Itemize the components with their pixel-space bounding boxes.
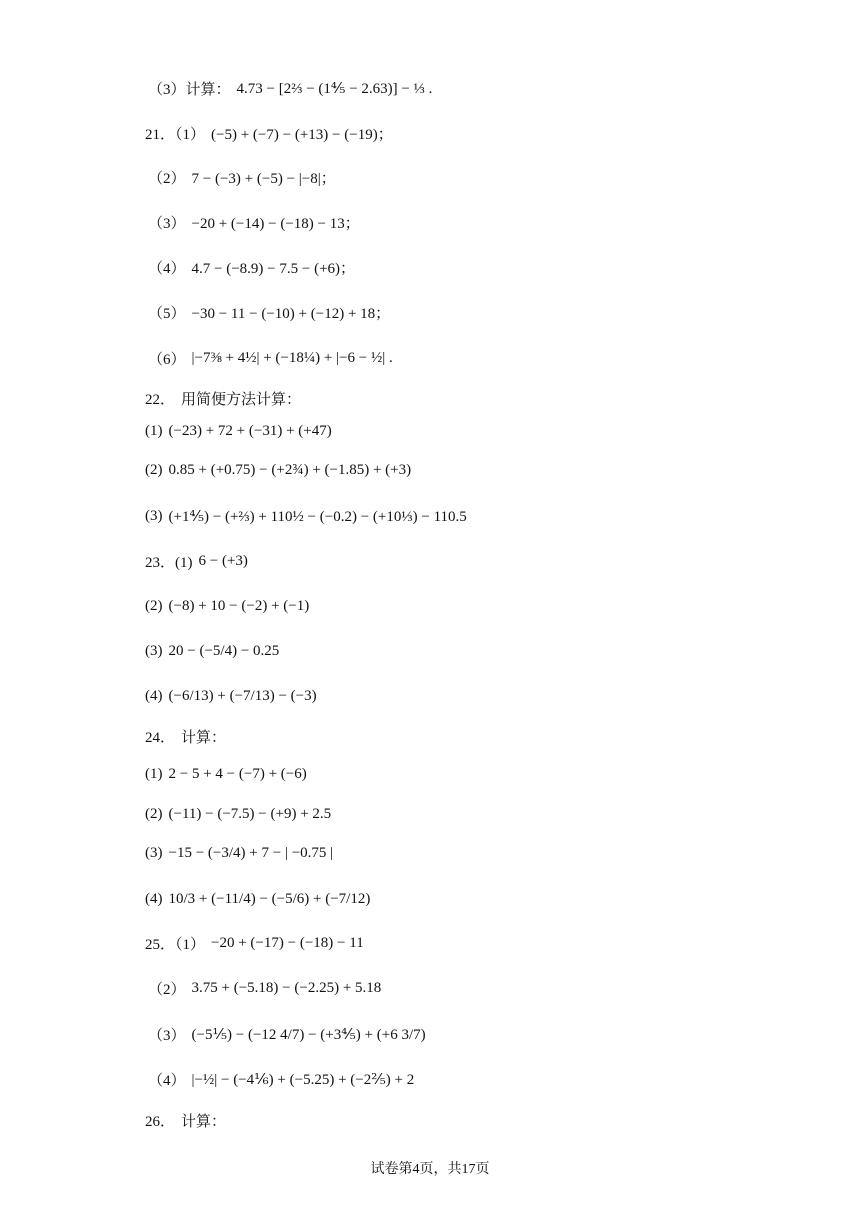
problem-line xyxy=(145,879,370,919)
problem-label: （6） xyxy=(148,351,186,368)
problem-label: 22． xyxy=(145,391,176,408)
math-expression: −20 + (−17) − (−18) − 11 xyxy=(211,934,364,951)
problem-line xyxy=(148,292,390,332)
problem-label: （4） xyxy=(148,1072,186,1089)
problem-label: (2) xyxy=(145,805,163,822)
problem-label: 24． xyxy=(145,729,176,746)
problem-label: 21．（1） xyxy=(145,126,206,143)
problem-line xyxy=(145,923,364,963)
problem-line xyxy=(148,157,336,197)
math-expression: (+1⅘) − (+⅔) + 110½ − (−0.2) − (+10⅓) − 110.5 xyxy=(168,508,467,525)
problem-line xyxy=(148,1014,426,1054)
math-expression: 3.75 + (−5.18) − (−2.25) + 5.18 xyxy=(191,979,382,996)
problem-label: (4) xyxy=(145,890,163,907)
problem-label: 23．(1) xyxy=(145,554,193,571)
math-expression: (−11) − (−7.5) − (+9) + 2.5 xyxy=(168,805,332,822)
math-expression: 7 − (−3) + (−5) − |−8|； xyxy=(191,170,336,187)
problem-label: （2） xyxy=(148,981,186,998)
problem-label: （5） xyxy=(148,305,186,322)
problem-line xyxy=(145,794,331,834)
math-expression: (−5) + (−7) − (+13) − (−19)； xyxy=(211,126,393,143)
problem-line xyxy=(145,676,317,716)
problem-label: （2） xyxy=(148,170,186,187)
math-expression: (−8) + 10 − (−2) + (−1) xyxy=(168,597,310,614)
problem-line xyxy=(148,338,393,378)
math-expression: 2 − 5 + 4 − (−7) + (−6) xyxy=(168,765,307,782)
math-expression: −30 − 11 − (−10) + (−12) + 18； xyxy=(191,305,391,322)
problem-line xyxy=(145,631,279,671)
math-expression: −20 + (−14) − (−18) − 13； xyxy=(191,215,360,232)
problem-line xyxy=(148,247,355,287)
problem-label: (1) xyxy=(145,422,163,439)
problem-line xyxy=(148,68,432,108)
math-expression: 20 − (−5/4) − 0.25 xyxy=(168,642,280,659)
math-expression: (−6/13) + (−7/13) − (−3) xyxy=(168,687,317,704)
math-expression: 计算： xyxy=(181,729,227,746)
problem-label: （3）计算： xyxy=(148,81,231,98)
problem-line xyxy=(145,754,307,794)
problem-label: （3） xyxy=(148,215,186,232)
problem-label: (2) xyxy=(145,461,163,478)
problem-line xyxy=(145,113,393,153)
math-expression: 6 − (+3) xyxy=(198,552,248,569)
problem-line xyxy=(148,1059,414,1099)
problem-label: (3) xyxy=(145,844,163,861)
problem-line xyxy=(145,1100,226,1140)
math-expression: 4.73 − [2⅔ − (1⅘ − 2.63)] − ⅓ . xyxy=(236,80,433,97)
problem-line xyxy=(148,202,360,242)
problem-label: 25．（1） xyxy=(145,936,206,953)
problem-label: (2) xyxy=(145,597,163,614)
math-expression: 10/3 + (−11/4) − (−5/6) + (−7/12) xyxy=(168,890,371,907)
problem-line xyxy=(145,450,411,490)
problem-label: (3) xyxy=(145,642,163,659)
math-expression: |−7⅜ + 4½| + (−18¼) + |−6 − ½| . xyxy=(191,349,393,366)
problem-line xyxy=(145,541,248,581)
problem-line xyxy=(148,968,381,1008)
problem-line xyxy=(145,496,467,536)
problem-label: 26． xyxy=(145,1113,176,1130)
problem-line xyxy=(145,833,333,873)
math-expression: −15 − (−3/4) + 7 − | −0.75 | xyxy=(168,844,334,861)
math-expression: (−5⅕) − (−12 4/7) − (+3⅘) + (+6 3/7) xyxy=(191,1026,426,1043)
problem-label: (3) xyxy=(145,507,163,524)
math-expression: 4.7 − (−8.9) − 7.5 − (+6)； xyxy=(191,260,356,277)
math-expression: 0.85 + (+0.75) − (+2¾) + (−1.85) + (+3) xyxy=(168,461,412,478)
problem-line xyxy=(145,586,309,626)
problem-label: （3） xyxy=(148,1027,186,1044)
page-footer: 试卷第4页，共17页 xyxy=(370,1162,490,1177)
problem-label: (4) xyxy=(145,687,163,704)
problem-line xyxy=(145,411,332,451)
math-expression: (−23) + 72 + (−31) + (+47) xyxy=(168,422,332,439)
math-expression: |−½| − (−4⅙) + (−5.25) + (−2⅖) + 2 xyxy=(191,1071,415,1088)
math-expression: 用简便方法计算： xyxy=(181,391,302,408)
problem-line xyxy=(145,716,226,756)
math-expression: 计算： xyxy=(181,1113,227,1130)
problem-label: (1) xyxy=(145,765,163,782)
problem-label: （4） xyxy=(148,260,186,277)
